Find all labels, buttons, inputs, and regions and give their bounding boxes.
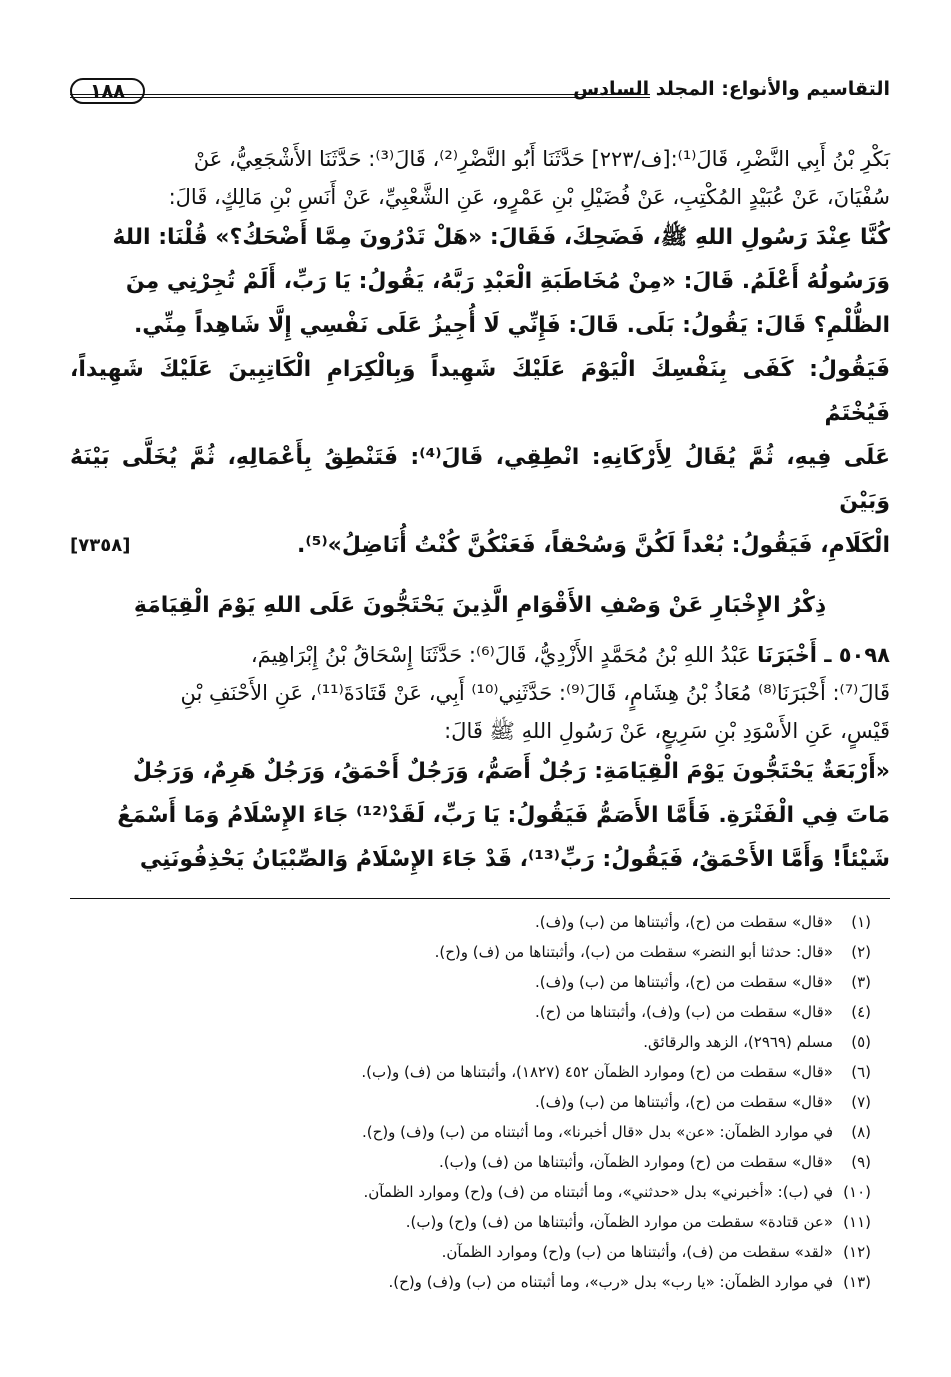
footnote-number: (٨) [851,1123,871,1141]
footnote [70,1117,871,1147]
footnote [70,937,871,967]
running-title: التقاسيم والأنواع: المجلد السادس [573,78,890,100]
main-text [70,140,890,882]
text-line [70,636,890,674]
footnote-number: (٧) [851,1093,871,1111]
hadith-line: كُنَّا عِنْدَ رَسُولِ اللهِ ﷺ، فَضَحِكَ، فَقَالَ: «هَلْ تَدْرُونَ مِمَّا أَضْحَكُ؟» قُلْنَا: اللهُ [112,225,890,250]
footnotes [70,907,871,1297]
footnote-text: «قال» سقطت من (ح)، وأثبتناها من (ب) و(ف). [534,913,833,931]
hadith-line: «أَرْبَعَةٌ يَحْتَجُّونَ يَوْمَ الْقِيَامَةِ: رَجُلٌ أَصَمُّ، وَرَجُلٌ أَحْمَقُ، وَرَجُلٌ هَرِمٌ، وَرَجُلٌ [132,759,890,784]
footnote-text: «قال: حدثنا أبو النضر» سقطت من (ب)، وأثبتناها من (ف) و(ح). [434,943,833,961]
footnote-number: (٥) [851,1033,871,1051]
footnote-text: «قال» سقطت من (ح)، وأثبتناها من (ب) و(ف). [534,973,833,991]
hadith-line: الظُّلْمِ؟ قَالَ: يَقُولُ: بَلَى. قَالَ: فَإِنِّي لَا أُجِيزُ عَلَى نَفْسِي إِلَّا شَاهِداً مِنِّي. [133,313,890,338]
hadith-line-last [70,524,890,568]
footnote-number: (١٣) [843,1273,871,1291]
footnote [70,1207,871,1237]
footnote-number: (٢) [851,943,871,961]
footnote-separator [70,898,890,899]
footnote-number: (١٢) [843,1243,871,1261]
hadith-line: وَرَسُولُهُ أَعْلَمُ. قَالَ: «مِنْ مُخَاطَبَةِ الْعَبْدِ رَبَّهُ، يَقُولُ: يَا رَبِّ، أَلَمْ تُجِرْنِي مِنَ [125,269,890,294]
text-line: قَيْسٍ، عَنِ الأَسْوَدِ بْنِ سَرِيعٍ، عَنْ رَسُولِ اللهِ ﷺ قَالَ: [444,719,890,743]
footnote [70,907,871,937]
footnote [70,1237,871,1267]
footnote-number: (٤) [851,1003,871,1021]
header-rule [70,94,650,98]
isnad-text: عَبْدُ اللهِ بْنُ مُحَمَّدٍ الأَزْدِيُّ، قَالَ⁽⁶⁾: حَدَّثَنَا إِسْحَاقُ بْنُ إِبْرَاهِيمَ، [250,643,751,667]
footnote-text: «قال» سقطت من (ب) و(ف)، وأثبتناها من (ح). [534,1003,833,1021]
footnote-text: «عن قتادة» سقطت من موارد الظمآن، وأثبتناها من (ف) و(ح) و(ب). [405,1213,833,1231]
footnote-text: في موارد الظمآن: «عن» بدل «قال أخبرنا»، وما أثبتناه من (ب) و(ف) و(ح). [362,1123,833,1141]
footnote [70,1057,871,1087]
footnote-number: (١١) [843,1213,871,1231]
hadith-line: شَيْئاً! وَأَمَّا الأَحْمَقُ، فَيَقُولُ: رَبِّ⁽¹³⁾، قَدْ جَاءَ الإِسْلَامُ وَالصِّبْيَانُ يَحْذِفُونَنِي [139,847,890,872]
footnote [70,1087,871,1117]
footnote-number: (١) [851,913,871,931]
footnote-text: «قال» سقطت من (ح) وموارد الظمآن، وأثبتناها من (ف) و(ب). [439,1153,833,1171]
page-header [70,78,890,114]
text-line: قَالَ⁽⁷⁾: أَخْبَرَنَا⁽⁸⁾ مُعَاذُ بْنُ هِشَامٍ، قَالَ⁽⁹⁾: حَدَّثَنِي⁽¹⁰⁾ أَبِي، عَنْ قَتَادَةَ⁽¹¹⁾، عَنِ الأَحْنَفِ بْنِ [180,681,890,705]
footnote-text: في (ب): «أخبرني» بدل «حدثني»، وما أثبتناه من (ف) و(ح) وموارد الظمآن. [363,1183,833,1201]
footnote [70,967,871,997]
text-line: سُفْيَانَ، عَنْ عُبَيْدٍ المُكْتِبِ، عَنْ فُضَيْلِ بْنِ عَمْرٍو، عَنِ الشَّعْبِيِّ، عَنْ أَنَسِ بْنِ مَالِكٍ، قَالَ: [168,185,890,209]
text-line: بَكْرِ بْنُ أَبِي النَّضْرِ، قَالَ⁽¹⁾:[ف/٢٢٣] حَدَّثَنَا أَبُو النَّضْرِ⁽²⁾، قَالَ⁽³⁾: حَدَّثَنَا الأَشْجَعِيُّ، عَنْ [193,147,890,171]
footnote-number: (٩) [851,1153,871,1171]
hadith-line: عَلَى فِيهِ، ثُمَّ يُقَالُ لِأَرْكَانِهِ: انْطِقِي، قَالَ⁽⁴⁾: فَتَنْطِقُ بِأَعْمَالِهِ، ثُمَّ يُخَلَّى بَيْنَهُ وَبَيْنَ [70,445,890,514]
section-heading: ذِكْرُ الإِخْبَارِ عَنْ وَصْفِ الأَقْوَامِ الَّذِينَ يَحْتَجُّونَ عَلَى اللهِ يَوْمَ الْقِيَامَةِ [133,593,827,618]
footnote [70,1027,871,1057]
hadith-reference: [٧٣٥٨] [70,535,131,556]
hadith-line: فَيَقُولُ: كَفَى بِنَفْسِكَ الْيَوْمَ عَلَيْكَ شَهِيداً وَبِالْكِرَامِ الْكَاتِبِينَ عَلَيْكَ شَهِيداً، فَيُخْتَمُ [70,357,890,426]
page-number: ١٨٨ [70,78,145,104]
footnote-text: «قال» سقطت من (ح) وموارد الظمآن ٤٥٢ (١٨٢٧)، وأثبتناها من (ف) و(ب). [361,1063,833,1081]
footnote-text: مسلم (٢٩٦٩)، الزهد والرقائق. [643,1033,833,1051]
footnote-text: في موارد الظمآن: «يا رب» بدل «رب»، وما أثبتناه من (ب) و(ف) و(ح). [388,1273,833,1291]
footnote-number: (٦) [851,1063,871,1081]
footnote-text: «قال» سقطت من (ح)، وأثبتناها من (ب) و(ف). [534,1093,833,1111]
footnote [70,1177,871,1207]
hadith-number: ٥٠٩٨ ـ أَخْبَرَنَا [757,643,890,667]
footnote-number: (١٠) [843,1183,871,1201]
hadith-line: مَاتَ فِي الْفَتْرَةِ. فَأَمَّا الأَصَمُّ فَيَقُولُ: يَا رَبِّ، لَقَدْ⁽¹²⁾ جَاءَ الإِسْلَامُ وَمَا أَسْمَعُ [117,803,890,828]
footnote [70,1147,871,1177]
footnote-number: (٣) [851,973,871,991]
hadith-text: الْكَلَامِ، فَيَقُولُ: بُعْداً لَكُنَّ وَسُحْقاً، فَعَنْكُنَّ كُنْتُ أُنَاضِلُ»⁽⁵⁾. [296,533,890,558]
footnote [70,997,871,1027]
footnote [70,1267,871,1297]
footnote-text: «لقد» سقطت من (ف)، وأثبتناها من (ب) و(ح) وموارد الظمآن. [441,1243,833,1261]
